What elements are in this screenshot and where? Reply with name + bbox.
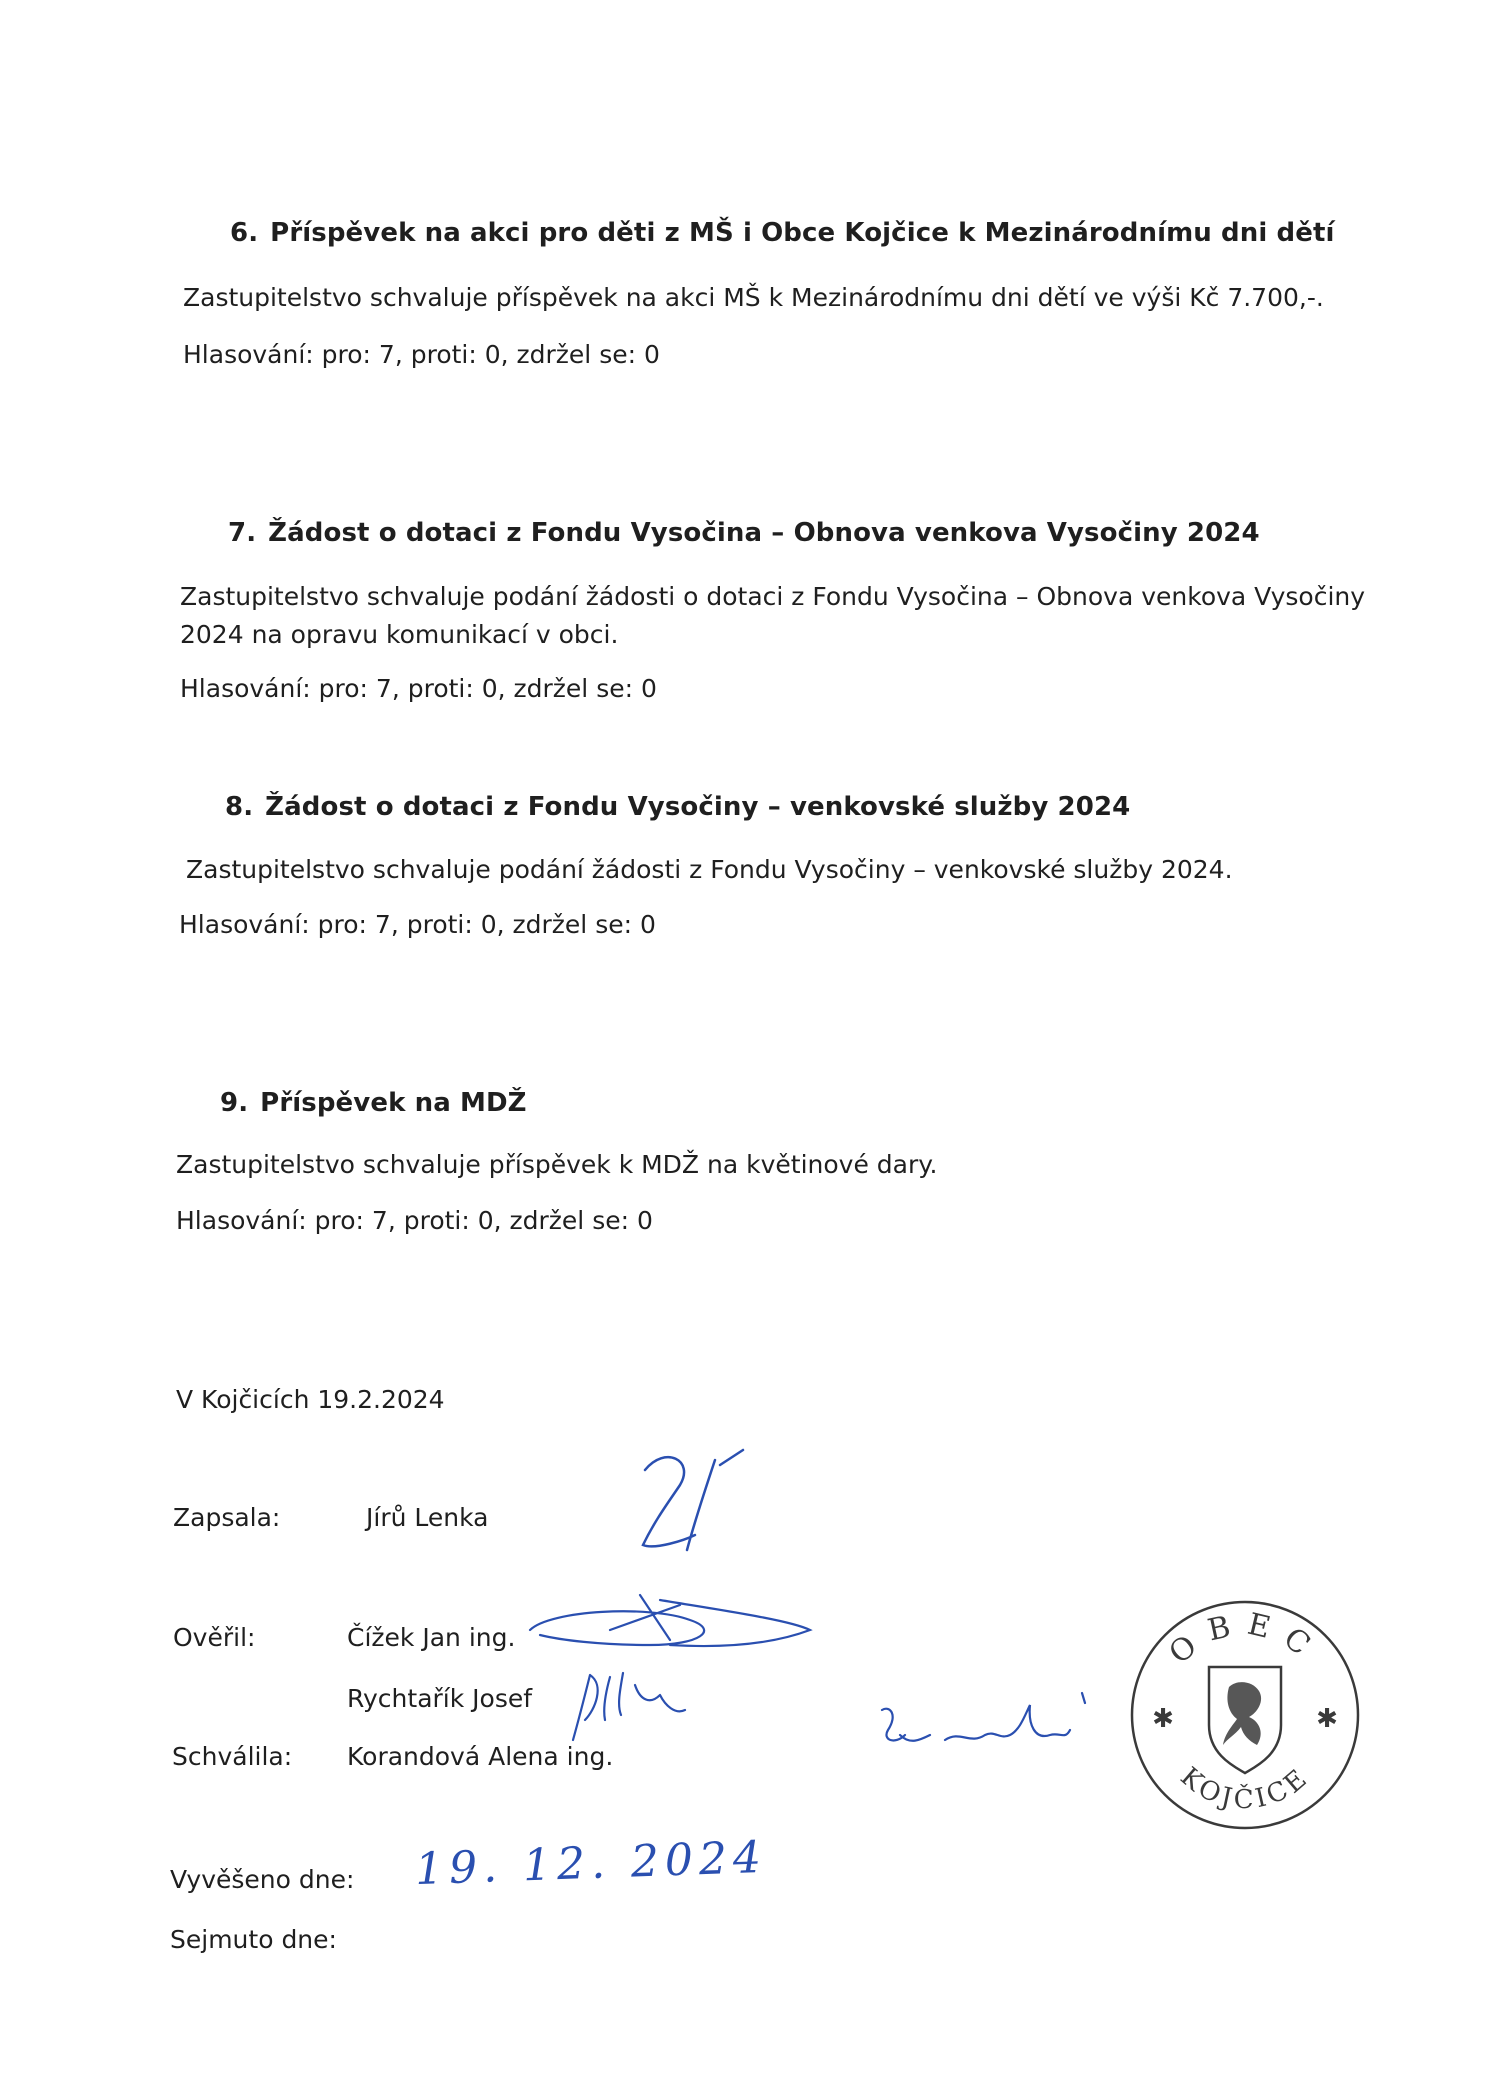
section-7-heading [228, 518, 1260, 548]
section-8-vote: Hlasování: pro: 7, proti: 0, zdržel se: 0 [179, 910, 656, 939]
overil-name-2: Rychtařík Josef [347, 1684, 533, 1713]
section-8-text: Zastupitelstvo schvaluje podání žádosti z Fondu Vysočiny – venkovské služby 2024. [186, 855, 1233, 884]
section-number: 9. [220, 1088, 249, 1118]
sejmuto-label: Sejmuto dne: [170, 1925, 337, 1954]
signature-korandova [870, 1685, 1100, 1775]
section-number: 8. [225, 792, 254, 822]
section-title: Žádost o dotaci z Fondu Vysočiny – venkovské služby 2024 [265, 792, 1131, 822]
section-title: Příspěvek na akci pro děti z MŠ i Obce Kojčice k Mezinárodnímu dni dětí [270, 218, 1335, 248]
section-number: 7. [228, 518, 257, 548]
vyveseno-value: 19. 12. 2024 [414, 1831, 768, 1896]
signature-jiru [625, 1440, 765, 1570]
zapsala-name: Jírů Lenka [366, 1503, 489, 1532]
overil-name-1: Čížek Jan ing. [347, 1623, 516, 1652]
section-title: Příspěvek na MDŽ [260, 1088, 527, 1118]
section-9-text: Zastupitelstvo schvaluje příspěvek k MDŽ na květinové dary. [176, 1150, 938, 1179]
section-7-text-line2: 2024 na opravu komunikací v obci. [180, 620, 619, 649]
stamp-top-text: OBEC [1162, 1606, 1328, 1672]
section-number: 6. [230, 218, 259, 248]
signature-cizek [520, 1590, 820, 1670]
section-6-heading [230, 218, 1335, 248]
zapsala-label: Zapsala: [173, 1503, 281, 1532]
place-date: V Kojčicích 19.2.2024 [176, 1385, 445, 1414]
section-7-vote: Hlasování: pro: 7, proti: 0, zdržel se: 0 [180, 674, 657, 703]
schvalila-label: Schválila: [172, 1742, 293, 1771]
schvalila-name: Korandová Alena ing. [347, 1742, 614, 1771]
signature-rychtarik [565, 1665, 705, 1755]
vyveseno-label: Vyvěšeno dne: [170, 1865, 355, 1894]
section-6-vote: Hlasování: pro: 7, proti: 0, zdržel se: 0 [183, 340, 660, 369]
section-9-vote: Hlasování: pro: 7, proti: 0, zdržel se: 0 [176, 1206, 653, 1235]
overil-label: Ověřil: [173, 1623, 256, 1652]
stamp-bottom-text: KOJČICE [1174, 1761, 1316, 1816]
section-6-text: Zastupitelstvo schvaluje příspěvek na akci MŠ k Mezinárodnímu dni dětí ve výši Kč 7.700,-. [183, 283, 1324, 312]
section-9-heading [220, 1088, 527, 1118]
section-8-heading [225, 792, 1130, 822]
svg-text:KOJČICE [1174, 1762, 1315, 1815]
stamp-star-right-icon: ✱ [1316, 1704, 1338, 1734]
obec-kojcice-stamp [1125, 1595, 1365, 1835]
section-7-text-line1: Zastupitelstvo schvaluje podání žádosti o dotaci z Fondu Vysočina – Obnova venkova Vysočiny [180, 582, 1366, 611]
svg-text:OBEC [1163, 1607, 1328, 1672]
section-title: Žádost o dotaci z Fondu Vysočina – Obnova venkova Vysočiny 2024 [268, 518, 1260, 548]
section-7-text [180, 578, 1365, 654]
stamp-star-left-icon: ✱ [1152, 1704, 1174, 1734]
